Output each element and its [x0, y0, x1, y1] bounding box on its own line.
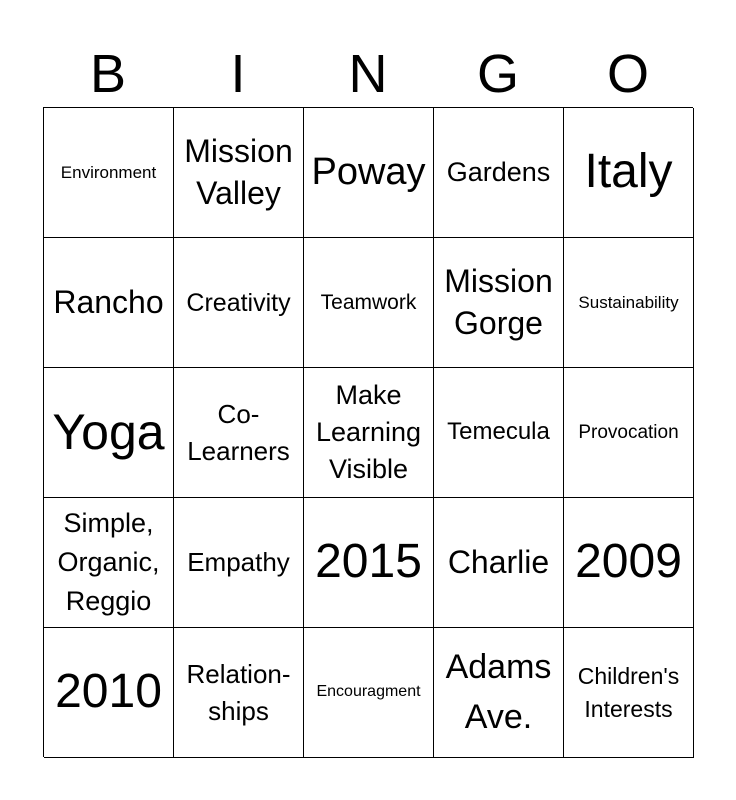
bingo-cell-label: 2010: [55, 665, 162, 719]
bingo-cell[interactable]: [564, 628, 694, 758]
bingo-cell-label: Gardens: [446, 156, 551, 187]
bingo-cell[interactable]: [434, 368, 564, 498]
bingo-cell[interactable]: [304, 628, 434, 758]
header-letter-i: I: [230, 44, 246, 104]
header-letter-n: N: [348, 44, 388, 104]
bingo-cell[interactable]: [304, 108, 434, 238]
bingo-cell[interactable]: [564, 368, 694, 498]
bingo-cell[interactable]: [434, 108, 564, 238]
bingo-cell-label: Simple, Organic, Reggio: [57, 507, 160, 617]
bingo-cell-label: Environment: [60, 162, 157, 182]
header-letter-o: O: [606, 44, 649, 104]
bingo-cell-label: Mission Gorge: [444, 262, 553, 341]
bingo-cell[interactable]: [304, 498, 434, 628]
bingo-cell-label: Make Learning Visible: [315, 379, 422, 485]
bingo-cell[interactable]: [174, 238, 304, 368]
bingo-cell[interactable]: [174, 368, 304, 498]
bingo-cell-label: Provocation: [578, 421, 679, 443]
bingo-cell[interactable]: [44, 368, 174, 498]
bingo-cell[interactable]: [434, 628, 564, 758]
bingo-cell-label: Empathy: [187, 546, 290, 577]
bingo-cell[interactable]: [174, 108, 304, 238]
header-letter-g: G: [476, 44, 519, 104]
bingo-cell-label: Teamwork: [320, 290, 417, 314]
bingo-cell[interactable]: [564, 498, 694, 628]
bingo-cell-label: Mission Valley: [184, 132, 293, 211]
bingo-cell[interactable]: [304, 238, 434, 368]
bingo-cell-label: Rancho: [53, 283, 164, 320]
bingo-cell[interactable]: [304, 368, 434, 498]
bingo-cell[interactable]: [434, 498, 564, 628]
bingo-header: [43, 40, 693, 108]
bingo-cell-label: 2009: [575, 535, 682, 589]
bingo-cell[interactable]: [44, 498, 174, 628]
bingo-cell[interactable]: [174, 628, 304, 758]
bingo-cell-label: Adams Ave.: [445, 648, 552, 736]
bingo-cell-label: Poway: [311, 150, 426, 193]
bingo-cell-label: Relation- ships: [186, 659, 291, 726]
bingo-cell-label: Creativity: [186, 288, 291, 317]
bingo-cell[interactable]: [44, 108, 174, 238]
bingo-cell[interactable]: [564, 108, 694, 238]
bingo-cell-label: Charlie: [447, 543, 550, 580]
bingo-cell-label: Temecula: [447, 418, 550, 446]
header-letter-b: B: [89, 44, 127, 104]
bingo-cell-label: Yoga: [52, 404, 165, 460]
bingo-cell[interactable]: [174, 498, 304, 628]
bingo-cell[interactable]: [44, 238, 174, 368]
bingo-card-grid: [43, 107, 693, 757]
bingo-cell-label: Co- Learners: [187, 399, 290, 466]
bingo-cell[interactable]: [564, 238, 694, 368]
bingo-cell-label: Italy: [584, 145, 673, 199]
bingo-cell-label: Sustainability: [578, 292, 679, 312]
bingo-cell[interactable]: [434, 238, 564, 368]
bingo-cell-label: Encouragment: [316, 683, 421, 701]
bingo-cell-label: 2015: [315, 535, 422, 589]
bingo-cell[interactable]: [44, 628, 174, 758]
bingo-cell-label: Children's Interests: [577, 663, 680, 722]
